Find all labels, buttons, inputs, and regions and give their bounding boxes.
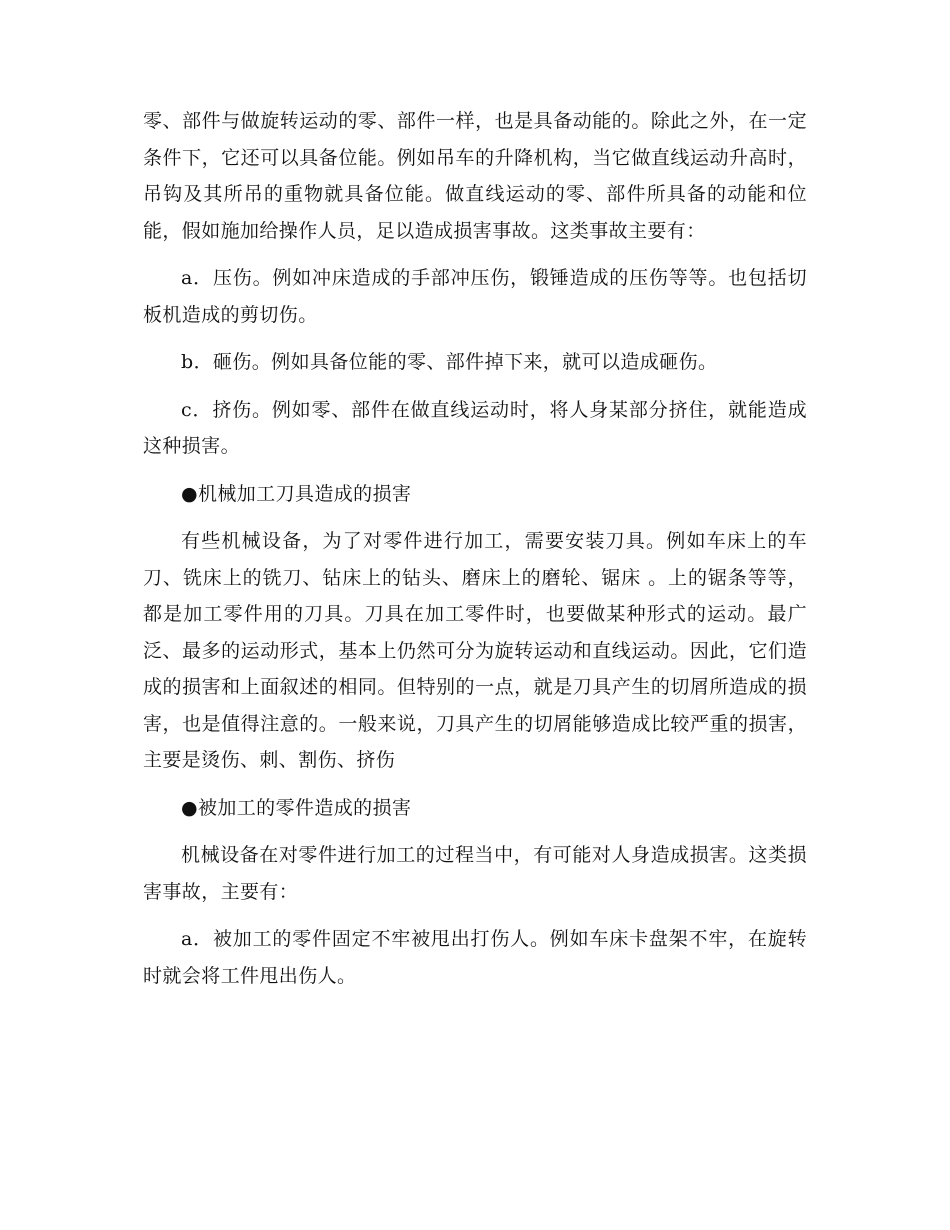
paragraph-item-thrown-workpiece: a．被加工的零件固定不牢被甩出打伤人。例如车床卡盘架不牢，在旋转时就会将工件甩出伤人。 xyxy=(143,928,807,987)
paragraph-item-squeeze-injury: c．挤伤。例如零、部件在做直线运动时，将人身某部分挤住，就能造成这种损害。 xyxy=(143,398,807,457)
section-heading-workpiece: ●被加工的零件造成的损害 xyxy=(181,796,412,819)
document-page xyxy=(143,103,807,994)
section-heading-cutting-tools: ●机械加工刀具造成的损害 xyxy=(181,482,412,505)
paragraph-workpiece-intro: 机械设备在对零件进行加工的过程当中，有可能对人身造成损害。这类损害事故，主要有： xyxy=(143,844,807,903)
paragraph-item-crush-injury: a．压伤。例如冲床造成的手部冲压伤，锻锤造成的压伤等等。也包括切板机造成的剪切伤。 xyxy=(143,267,807,326)
paragraph-linear-motion-intro: 零、部件与做旋转运动的零、部件一样，也是具备动能的。除此之外，在一定条件下，它还可以具备位能。例如吊车的升降机构，当它做直线运动升高时，吊钩及其所吊的重物就具备位能。做直线运动的零、部件所具备的动能和位能，假如施加给操作人员，足以造成损害事故。这类事故主要有： xyxy=(143,110,807,242)
paragraph-cutting-tools: 有些机械设备，为了对零件进行加工，需要安装刀具。例如车床上的车刀、铣床上的铣刀、钻床上的钻头、磨床上的磨轮、锯床 。上的锯条等等，都是加工零件用的刀具。刀具在加工零件时，也要做某种形式的运动。最广泛、最多的运动形式，基本上仍然可分为旋转运动和直线运动。因此，它们造成的损害和上面叙述的相同。但特别的一点，就是刀具产生的切屑所造成的损害，也是值得注意的。一般来说，刀具产生的切屑能够造成比较严重的损害，主要是烫伤、刺、割伤、挤伤 xyxy=(143,530,807,771)
paragraph-item-impact-injury: b．砸伤。例如具备位能的零、部件掉下来，就可以造成砸伤。 xyxy=(181,351,718,373)
